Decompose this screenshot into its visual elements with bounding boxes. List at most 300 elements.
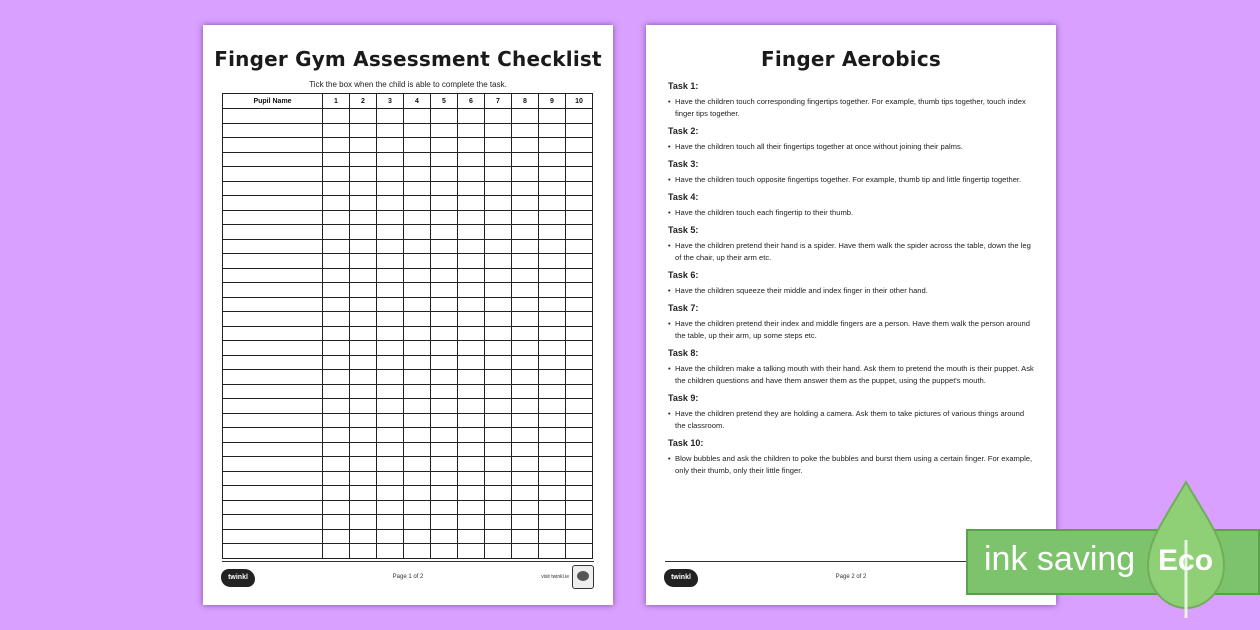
checkbox-cell bbox=[512, 326, 539, 341]
checkbox-cell bbox=[458, 312, 485, 327]
checkbox-cell bbox=[566, 283, 593, 298]
checkbox-cell bbox=[539, 167, 566, 182]
table-row bbox=[223, 413, 593, 428]
checkbox-cell bbox=[323, 123, 350, 138]
twinkl-logo: twinkl bbox=[664, 569, 698, 587]
checkbox-cell bbox=[485, 268, 512, 283]
table-row bbox=[223, 442, 593, 457]
checkbox-cell bbox=[539, 196, 566, 211]
checkbox-cell bbox=[539, 254, 566, 269]
checkbox-cell bbox=[458, 152, 485, 167]
checkbox-cell bbox=[404, 254, 431, 269]
table-row bbox=[223, 326, 593, 341]
checkbox-cell bbox=[323, 500, 350, 515]
checkbox-cell bbox=[404, 384, 431, 399]
checkbox-cell bbox=[404, 138, 431, 153]
checkbox-cell bbox=[539, 152, 566, 167]
checkbox-cell bbox=[458, 355, 485, 370]
task-item bbox=[668, 81, 1034, 120]
checkbox-cell bbox=[539, 312, 566, 327]
checkbox-cell bbox=[377, 123, 404, 138]
checkbox-cell bbox=[566, 384, 593, 399]
column-header: Pupil Name bbox=[223, 94, 323, 109]
checkbox-cell bbox=[350, 254, 377, 269]
pupil-name-cell bbox=[223, 529, 323, 544]
task-item bbox=[668, 303, 1034, 342]
checkbox-cell bbox=[485, 326, 512, 341]
checkbox-cell bbox=[566, 167, 593, 182]
checkbox-cell bbox=[350, 152, 377, 167]
checkbox-cell bbox=[377, 283, 404, 298]
page-number: Page 1 of 2 bbox=[392, 574, 424, 580]
table-row bbox=[223, 225, 593, 240]
checkbox-cell bbox=[539, 268, 566, 283]
checklist-page bbox=[203, 25, 613, 605]
checkbox-cell bbox=[431, 239, 458, 254]
checkbox-cell bbox=[485, 486, 512, 501]
checkbox-cell bbox=[539, 529, 566, 544]
checklist-instruction: Tick the box when the child is able to complete the task. bbox=[309, 80, 507, 89]
checkbox-cell bbox=[485, 384, 512, 399]
pupil-name-cell bbox=[223, 384, 323, 399]
task-item bbox=[668, 159, 1034, 186]
checkbox-cell bbox=[350, 283, 377, 298]
checkbox-cell bbox=[512, 457, 539, 472]
checkbox-cell bbox=[512, 123, 539, 138]
checkbox-cell bbox=[485, 312, 512, 327]
table-row bbox=[223, 138, 593, 153]
checkbox-cell bbox=[485, 370, 512, 385]
task-label: Task 10: bbox=[668, 438, 704, 448]
checkbox-cell bbox=[431, 428, 458, 443]
column-header: 5 bbox=[431, 94, 458, 109]
checkbox-cell bbox=[566, 254, 593, 269]
checkbox-cell bbox=[485, 123, 512, 138]
table-row bbox=[223, 500, 593, 515]
checkbox-cell bbox=[431, 413, 458, 428]
checkbox-cell bbox=[458, 109, 485, 124]
pupil-name-cell bbox=[223, 283, 323, 298]
checkbox-cell bbox=[512, 196, 539, 211]
column-header: 9 bbox=[539, 94, 566, 109]
checkbox-cell bbox=[404, 515, 431, 530]
task-label: Task 1: bbox=[668, 81, 699, 91]
checkbox-cell bbox=[458, 283, 485, 298]
checkbox-cell bbox=[377, 384, 404, 399]
checkbox-cell bbox=[512, 413, 539, 428]
checkbox-cell bbox=[431, 355, 458, 370]
checkbox-cell bbox=[458, 442, 485, 457]
checkbox-cell bbox=[539, 138, 566, 153]
checkbox-cell bbox=[431, 457, 458, 472]
checkbox-cell bbox=[458, 138, 485, 153]
checkbox-cell bbox=[404, 341, 431, 356]
checkbox-cell bbox=[377, 196, 404, 211]
table-row bbox=[223, 544, 593, 559]
checkbox-cell bbox=[323, 326, 350, 341]
checkbox-cell bbox=[431, 225, 458, 240]
table-row bbox=[223, 239, 593, 254]
checkbox-cell bbox=[539, 370, 566, 385]
checkbox-cell bbox=[377, 471, 404, 486]
checkbox-cell bbox=[512, 384, 539, 399]
checkbox-cell bbox=[458, 515, 485, 530]
checkbox-cell bbox=[404, 370, 431, 385]
task-label: Task 4: bbox=[668, 192, 699, 202]
checkbox-cell bbox=[404, 413, 431, 428]
table-row bbox=[223, 268, 593, 283]
checkbox-cell bbox=[377, 370, 404, 385]
pupil-name-cell bbox=[223, 428, 323, 443]
checkbox-cell bbox=[485, 399, 512, 414]
task-item bbox=[668, 192, 1034, 219]
checkbox-cell bbox=[431, 486, 458, 501]
page-number: Page 2 of 2 bbox=[835, 574, 867, 580]
checkbox-cell bbox=[404, 442, 431, 457]
checkbox-cell bbox=[404, 181, 431, 196]
task-text: • Have the children pretend their index and middle fingers are a person. Have them walk the person around the table, up their arm, up some steps etc. bbox=[668, 318, 1034, 342]
checkbox-cell bbox=[404, 500, 431, 515]
pupil-name-cell bbox=[223, 210, 323, 225]
checkbox-cell bbox=[485, 515, 512, 530]
checkbox-cell bbox=[512, 268, 539, 283]
checkbox-cell bbox=[323, 428, 350, 443]
checkbox-cell bbox=[458, 486, 485, 501]
checkbox-cell bbox=[350, 268, 377, 283]
checkbox-cell bbox=[512, 181, 539, 196]
checkbox-cell bbox=[485, 544, 512, 559]
checkbox-cell bbox=[377, 544, 404, 559]
checkbox-cell bbox=[377, 109, 404, 124]
task-text: • Have the children make a talking mouth with their hand. Ask them to pretend the mouth is their puppet. Ask the children questions and have them answer them as the puppet, using the puppet's mouth. bbox=[668, 363, 1034, 387]
checkbox-cell bbox=[512, 109, 539, 124]
checkbox-cell bbox=[512, 355, 539, 370]
checkbox-cell bbox=[458, 196, 485, 211]
checkbox-cell bbox=[404, 399, 431, 414]
checkbox-cell bbox=[458, 370, 485, 385]
checkbox-cell bbox=[512, 370, 539, 385]
checkbox-cell bbox=[566, 413, 593, 428]
checkbox-cell bbox=[350, 515, 377, 530]
checkbox-cell bbox=[566, 181, 593, 196]
checkbox-cell bbox=[350, 544, 377, 559]
checkbox-cell bbox=[350, 181, 377, 196]
checkbox-cell bbox=[350, 355, 377, 370]
checkbox-cell bbox=[431, 138, 458, 153]
task-text: • Have the children touch all their fingertips together at once without joining their palms. bbox=[668, 141, 1034, 153]
checkbox-cell bbox=[404, 225, 431, 240]
table-row bbox=[223, 399, 593, 414]
checkbox-cell bbox=[485, 167, 512, 182]
checkbox-cell bbox=[377, 428, 404, 443]
table-row bbox=[223, 355, 593, 370]
checkbox-cell bbox=[512, 486, 539, 501]
aerobics-title: Finger Aerobics bbox=[760, 47, 942, 71]
checkbox-cell bbox=[566, 152, 593, 167]
checkbox-cell bbox=[377, 297, 404, 312]
checkbox-cell bbox=[350, 297, 377, 312]
checkbox-cell bbox=[431, 196, 458, 211]
checkbox-cell bbox=[350, 471, 377, 486]
checkbox-cell bbox=[350, 326, 377, 341]
column-header: 1 bbox=[323, 94, 350, 109]
checkbox-cell bbox=[323, 152, 350, 167]
checkbox-cell bbox=[539, 399, 566, 414]
checkbox-cell bbox=[485, 254, 512, 269]
checkbox-cell bbox=[485, 210, 512, 225]
checkbox-cell bbox=[431, 123, 458, 138]
checkbox-cell bbox=[404, 457, 431, 472]
checkbox-cell bbox=[350, 413, 377, 428]
checkbox-cell bbox=[485, 529, 512, 544]
checkbox-cell bbox=[512, 544, 539, 559]
pupil-name-cell bbox=[223, 355, 323, 370]
task-text: • Have the children pretend their hand is a spider. Have them walk the spider across the table, down the leg of the chair, up their arm etc. bbox=[668, 240, 1034, 264]
task-text: • Blow bubbles and ask the children to poke the bubbles and burst them using a certain finger. For example, only their thumb, only their little finger. bbox=[668, 453, 1034, 477]
checkbox-cell bbox=[404, 268, 431, 283]
table-row bbox=[223, 210, 593, 225]
checkbox-cell bbox=[404, 210, 431, 225]
task-label: Task 6: bbox=[668, 270, 699, 280]
checkbox-cell bbox=[566, 341, 593, 356]
checkbox-cell bbox=[512, 225, 539, 240]
checkbox-cell bbox=[485, 283, 512, 298]
quality-badge-icon bbox=[572, 565, 594, 589]
checkbox-cell bbox=[539, 384, 566, 399]
checkbox-cell bbox=[377, 254, 404, 269]
column-header: 8 bbox=[512, 94, 539, 109]
table-row bbox=[223, 341, 593, 356]
checkbox-cell bbox=[431, 312, 458, 327]
task-label: Task 9: bbox=[668, 393, 699, 403]
checkbox-cell bbox=[431, 167, 458, 182]
task-label: Task 5: bbox=[668, 225, 699, 235]
checkbox-cell bbox=[323, 312, 350, 327]
checkbox-cell bbox=[431, 471, 458, 486]
checkbox-cell bbox=[377, 486, 404, 501]
checkbox-cell bbox=[539, 225, 566, 240]
checkbox-cell bbox=[512, 341, 539, 356]
checkbox-cell bbox=[458, 181, 485, 196]
checkbox-cell bbox=[431, 544, 458, 559]
checkbox-cell bbox=[350, 500, 377, 515]
checkbox-cell bbox=[566, 225, 593, 240]
checkbox-cell bbox=[566, 326, 593, 341]
checklist-title: Finger Gym Assessment Checklist bbox=[214, 47, 602, 71]
checkbox-cell bbox=[350, 341, 377, 356]
checkbox-cell bbox=[404, 471, 431, 486]
column-header: 3 bbox=[377, 94, 404, 109]
checkbox-cell bbox=[323, 370, 350, 385]
checkbox-cell bbox=[323, 239, 350, 254]
checkbox-cell bbox=[539, 413, 566, 428]
pupil-name-cell bbox=[223, 138, 323, 153]
table-row bbox=[223, 254, 593, 269]
checkbox-cell bbox=[539, 486, 566, 501]
checkbox-cell bbox=[377, 341, 404, 356]
checkbox-cell bbox=[404, 312, 431, 327]
checkbox-cell bbox=[404, 297, 431, 312]
pupil-name-cell bbox=[223, 399, 323, 414]
checkbox-cell bbox=[404, 355, 431, 370]
table-row bbox=[223, 486, 593, 501]
checkbox-cell bbox=[566, 370, 593, 385]
column-header: 10 bbox=[566, 94, 593, 109]
table-header-row bbox=[223, 94, 593, 109]
checkbox-cell bbox=[431, 529, 458, 544]
table-row bbox=[223, 283, 593, 298]
pupil-name-cell bbox=[223, 297, 323, 312]
footer-divider bbox=[222, 561, 594, 562]
checkbox-cell bbox=[566, 486, 593, 501]
checkbox-cell bbox=[566, 399, 593, 414]
checkbox-cell bbox=[458, 268, 485, 283]
checkbox-cell bbox=[485, 181, 512, 196]
task-item bbox=[668, 126, 1034, 153]
checkbox-cell bbox=[485, 225, 512, 240]
task-text: • Have the children squeeze their middle and index finger in their other hand. bbox=[668, 285, 1034, 297]
checkbox-cell bbox=[377, 413, 404, 428]
table-row bbox=[223, 167, 593, 182]
task-item bbox=[668, 270, 1034, 297]
checkbox-cell bbox=[566, 500, 593, 515]
column-header: 7 bbox=[485, 94, 512, 109]
checkbox-cell bbox=[485, 196, 512, 211]
checkbox-cell bbox=[458, 254, 485, 269]
checkbox-cell bbox=[485, 442, 512, 457]
task-text: • Have the children touch corresponding fingertips together. For example, thumb tips together, touch index finger tips together. bbox=[668, 96, 1034, 120]
checkbox-cell bbox=[323, 529, 350, 544]
checkbox-cell bbox=[512, 471, 539, 486]
task-text: • Have the children touch each fingertip to their thumb. bbox=[668, 207, 1034, 219]
checkbox-cell bbox=[404, 529, 431, 544]
checkbox-cell bbox=[566, 471, 593, 486]
checkbox-cell bbox=[566, 239, 593, 254]
checklist-table bbox=[222, 93, 593, 559]
checkbox-cell bbox=[350, 123, 377, 138]
checkbox-cell bbox=[323, 283, 350, 298]
checkbox-cell bbox=[539, 109, 566, 124]
checkbox-cell bbox=[485, 471, 512, 486]
checkbox-cell bbox=[539, 355, 566, 370]
checkbox-cell bbox=[431, 181, 458, 196]
checkbox-cell bbox=[323, 471, 350, 486]
checkbox-cell bbox=[458, 225, 485, 240]
task-label: Task 7: bbox=[668, 303, 699, 313]
table-row bbox=[223, 457, 593, 472]
checkbox-cell bbox=[485, 239, 512, 254]
task-label: Task 8: bbox=[668, 348, 699, 358]
checkbox-cell bbox=[431, 109, 458, 124]
checkbox-cell bbox=[350, 486, 377, 501]
checkbox-cell bbox=[323, 355, 350, 370]
checkbox-cell bbox=[431, 268, 458, 283]
checkbox-cell bbox=[377, 399, 404, 414]
checkbox-cell bbox=[458, 413, 485, 428]
checkbox-cell bbox=[539, 500, 566, 515]
checkbox-cell bbox=[566, 268, 593, 283]
checkbox-cell bbox=[323, 167, 350, 182]
checkbox-cell bbox=[485, 428, 512, 443]
checkbox-cell bbox=[539, 239, 566, 254]
checkbox-cell bbox=[377, 529, 404, 544]
checkbox-cell bbox=[485, 355, 512, 370]
table-row bbox=[223, 312, 593, 327]
checkbox-cell bbox=[458, 471, 485, 486]
checkbox-cell bbox=[377, 515, 404, 530]
checkbox-cell bbox=[323, 109, 350, 124]
checkbox-cell bbox=[485, 341, 512, 356]
checkbox-cell bbox=[458, 341, 485, 356]
pupil-name-cell bbox=[223, 181, 323, 196]
table-row bbox=[223, 471, 593, 486]
table-row bbox=[223, 181, 593, 196]
checkbox-cell bbox=[539, 428, 566, 443]
checkbox-cell bbox=[566, 210, 593, 225]
checkbox-cell bbox=[458, 457, 485, 472]
checkbox-cell bbox=[377, 167, 404, 182]
checkbox-cell bbox=[566, 544, 593, 559]
checkbox-cell bbox=[350, 442, 377, 457]
checkbox-cell bbox=[350, 138, 377, 153]
checkbox-cell bbox=[377, 457, 404, 472]
checkbox-cell bbox=[458, 500, 485, 515]
pupil-name-cell bbox=[223, 254, 323, 269]
checkbox-cell bbox=[377, 138, 404, 153]
pupil-name-cell bbox=[223, 370, 323, 385]
pupil-name-cell bbox=[223, 341, 323, 356]
checkbox-cell bbox=[512, 515, 539, 530]
checkbox-cell bbox=[323, 399, 350, 414]
checkbox-cell bbox=[512, 210, 539, 225]
checkbox-cell bbox=[485, 413, 512, 428]
checkbox-cell bbox=[404, 123, 431, 138]
checkbox-cell bbox=[566, 123, 593, 138]
checkbox-cell bbox=[512, 500, 539, 515]
checkbox-cell bbox=[458, 123, 485, 138]
checkbox-cell bbox=[377, 326, 404, 341]
checkbox-cell bbox=[485, 297, 512, 312]
pupil-name-cell bbox=[223, 486, 323, 501]
pupil-name-cell bbox=[223, 326, 323, 341]
checkbox-cell bbox=[323, 254, 350, 269]
pupil-name-cell bbox=[223, 515, 323, 530]
checkbox-cell bbox=[323, 268, 350, 283]
checkbox-cell bbox=[431, 152, 458, 167]
checkbox-cell bbox=[377, 500, 404, 515]
checkbox-cell bbox=[323, 341, 350, 356]
checkbox-cell bbox=[404, 239, 431, 254]
checkbox-cell bbox=[323, 442, 350, 457]
checkbox-cell bbox=[566, 312, 593, 327]
checkbox-cell bbox=[404, 428, 431, 443]
checkbox-cell bbox=[350, 225, 377, 240]
checkbox-cell bbox=[323, 181, 350, 196]
table-row bbox=[223, 297, 593, 312]
checkbox-cell bbox=[323, 210, 350, 225]
checkbox-cell bbox=[566, 297, 593, 312]
checkbox-cell bbox=[431, 254, 458, 269]
checkbox-cell bbox=[485, 457, 512, 472]
checkbox-cell bbox=[377, 181, 404, 196]
checkbox-cell bbox=[377, 225, 404, 240]
pupil-name-cell bbox=[223, 312, 323, 327]
checkbox-cell bbox=[458, 297, 485, 312]
checkbox-cell bbox=[404, 326, 431, 341]
column-header: 4 bbox=[404, 94, 431, 109]
checkbox-cell bbox=[323, 413, 350, 428]
checkbox-cell bbox=[539, 341, 566, 356]
